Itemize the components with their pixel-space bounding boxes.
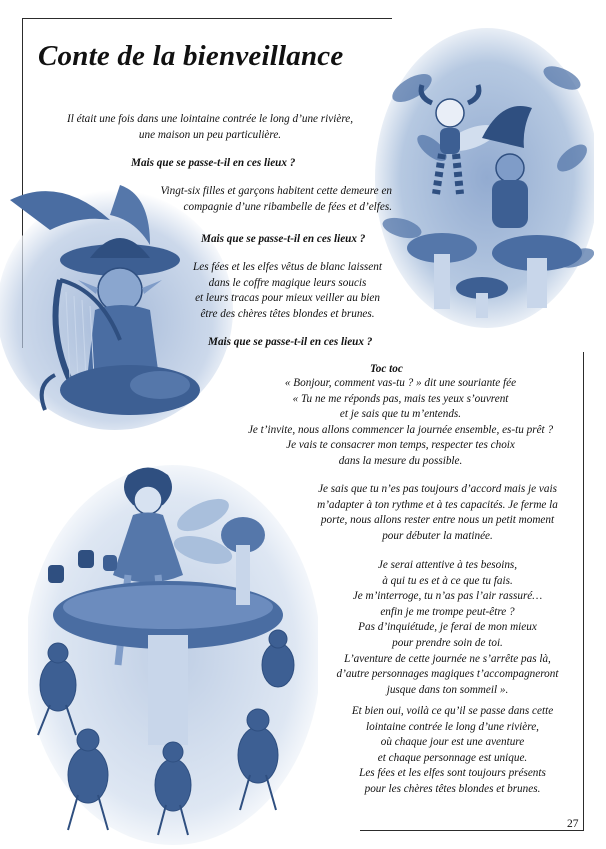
text-line: dans le coffre magique leurs soucis: [208, 276, 367, 289]
intro-line: Il était une fois dans une lointaine contrée le long d’une rivière,: [66, 113, 354, 125]
dialogue-paragraph: [228, 376, 573, 470]
text-line: porte, nous allons rester entre nous un petit moment: [320, 514, 555, 527]
frame-rule-top: [22, 18, 392, 19]
text-line: Les fées et les elfes sont toujours présents: [359, 767, 546, 780]
text-line: L’aventure de cette journée ne s’arrête pas là,: [344, 652, 551, 665]
paragraph-3: [300, 482, 575, 544]
intro-paragraph: [60, 112, 360, 143]
paragraph-1: [142, 184, 392, 215]
text-line: Vingt-six filles et garçons habitent cette demeure en: [160, 185, 392, 197]
fairy-on-mushroom-with-elf-illustration: [372, 28, 594, 328]
text-line: et je sais que tu m’entends.: [339, 408, 462, 421]
text-line: pour prendre soin de toi.: [392, 636, 503, 649]
intro-line: une maison un peu particulière.: [138, 128, 282, 141]
text-line: Pas d’inquiétude, je ferai de mon mieux: [358, 621, 537, 634]
text-line: et chaque personnage est unique.: [377, 751, 528, 764]
refrain-question: Mais que se passe-t-il en ces lieux ?: [208, 336, 373, 348]
text-line: dans la mesure du possible.: [338, 454, 463, 467]
text-line: Les fées et les elfes vêtus de blanc laissent: [193, 261, 382, 273]
frame-rule-right: [583, 352, 584, 830]
text-line: pour débuter la matinée.: [382, 529, 493, 542]
text-line: pour les chères têtes blondes et brunes.: [364, 782, 541, 795]
text-line: Je sais que tu n’es pas toujours d’accord mais je vais: [318, 483, 557, 495]
text-line: « Bonjour, comment vas-tu ? » dit une souriante fée: [284, 377, 517, 389]
toc-toc-heading: Toc toc: [370, 363, 403, 375]
text-line: à qui tu es et à ce que tu fais.: [382, 574, 513, 587]
page-title: Conte de la bienveillance: [38, 40, 344, 72]
text-line: lointaine contrée le long d’une rivière,: [366, 720, 539, 733]
fairy-with-insects-illustration: [28, 455, 318, 845]
frame-rule-bottom: [360, 830, 584, 831]
text-line: enfin je me trompe peut-être ?: [380, 605, 515, 618]
text-line: m’adapter à ton rythme et à tes capacités. Je ferme la: [317, 498, 558, 511]
text-line: d’autre personnages magiques t’accompagneront: [336, 668, 559, 681]
text-line: où chaque jour est une aventure: [380, 736, 525, 749]
refrain-question: Mais que se passe-t-il en ces lieux ?: [201, 233, 366, 245]
text-line: être des chères têtes blondes et brunes.: [200, 307, 375, 320]
text-line: Et bien oui, voilà ce qu’il se passe dans cette: [351, 705, 554, 717]
paragraph-2: [180, 260, 395, 322]
text-line: Je serai attentive à tes besoins,: [377, 559, 518, 571]
text-line: « Tu ne me réponds pas, mais tes yeux s’ouvrent: [292, 392, 509, 405]
text-line: compagnie d’une ribambelle de fées et d’elfes.: [183, 200, 392, 213]
text-line: et leurs tracas pour mieux veiller au bien: [195, 292, 380, 305]
text-line: Je t’invite, nous allons commencer la journée ensemble, es-tu prêt ?: [247, 423, 554, 436]
page-number: 27: [567, 818, 579, 830]
refrain-question: Mais que se passe-t-il en ces lieux ?: [131, 157, 296, 169]
text-line: Je vais te consacrer mon temps, respecter tes choix: [286, 439, 515, 452]
paragraph-4: [320, 558, 575, 698]
text-line: Je m’interroge, tu n’as pas l’air rassuré…: [352, 590, 543, 603]
paragraph-5: [330, 704, 575, 798]
text-line: jusque dans ton sommeil ».: [386, 683, 509, 696]
